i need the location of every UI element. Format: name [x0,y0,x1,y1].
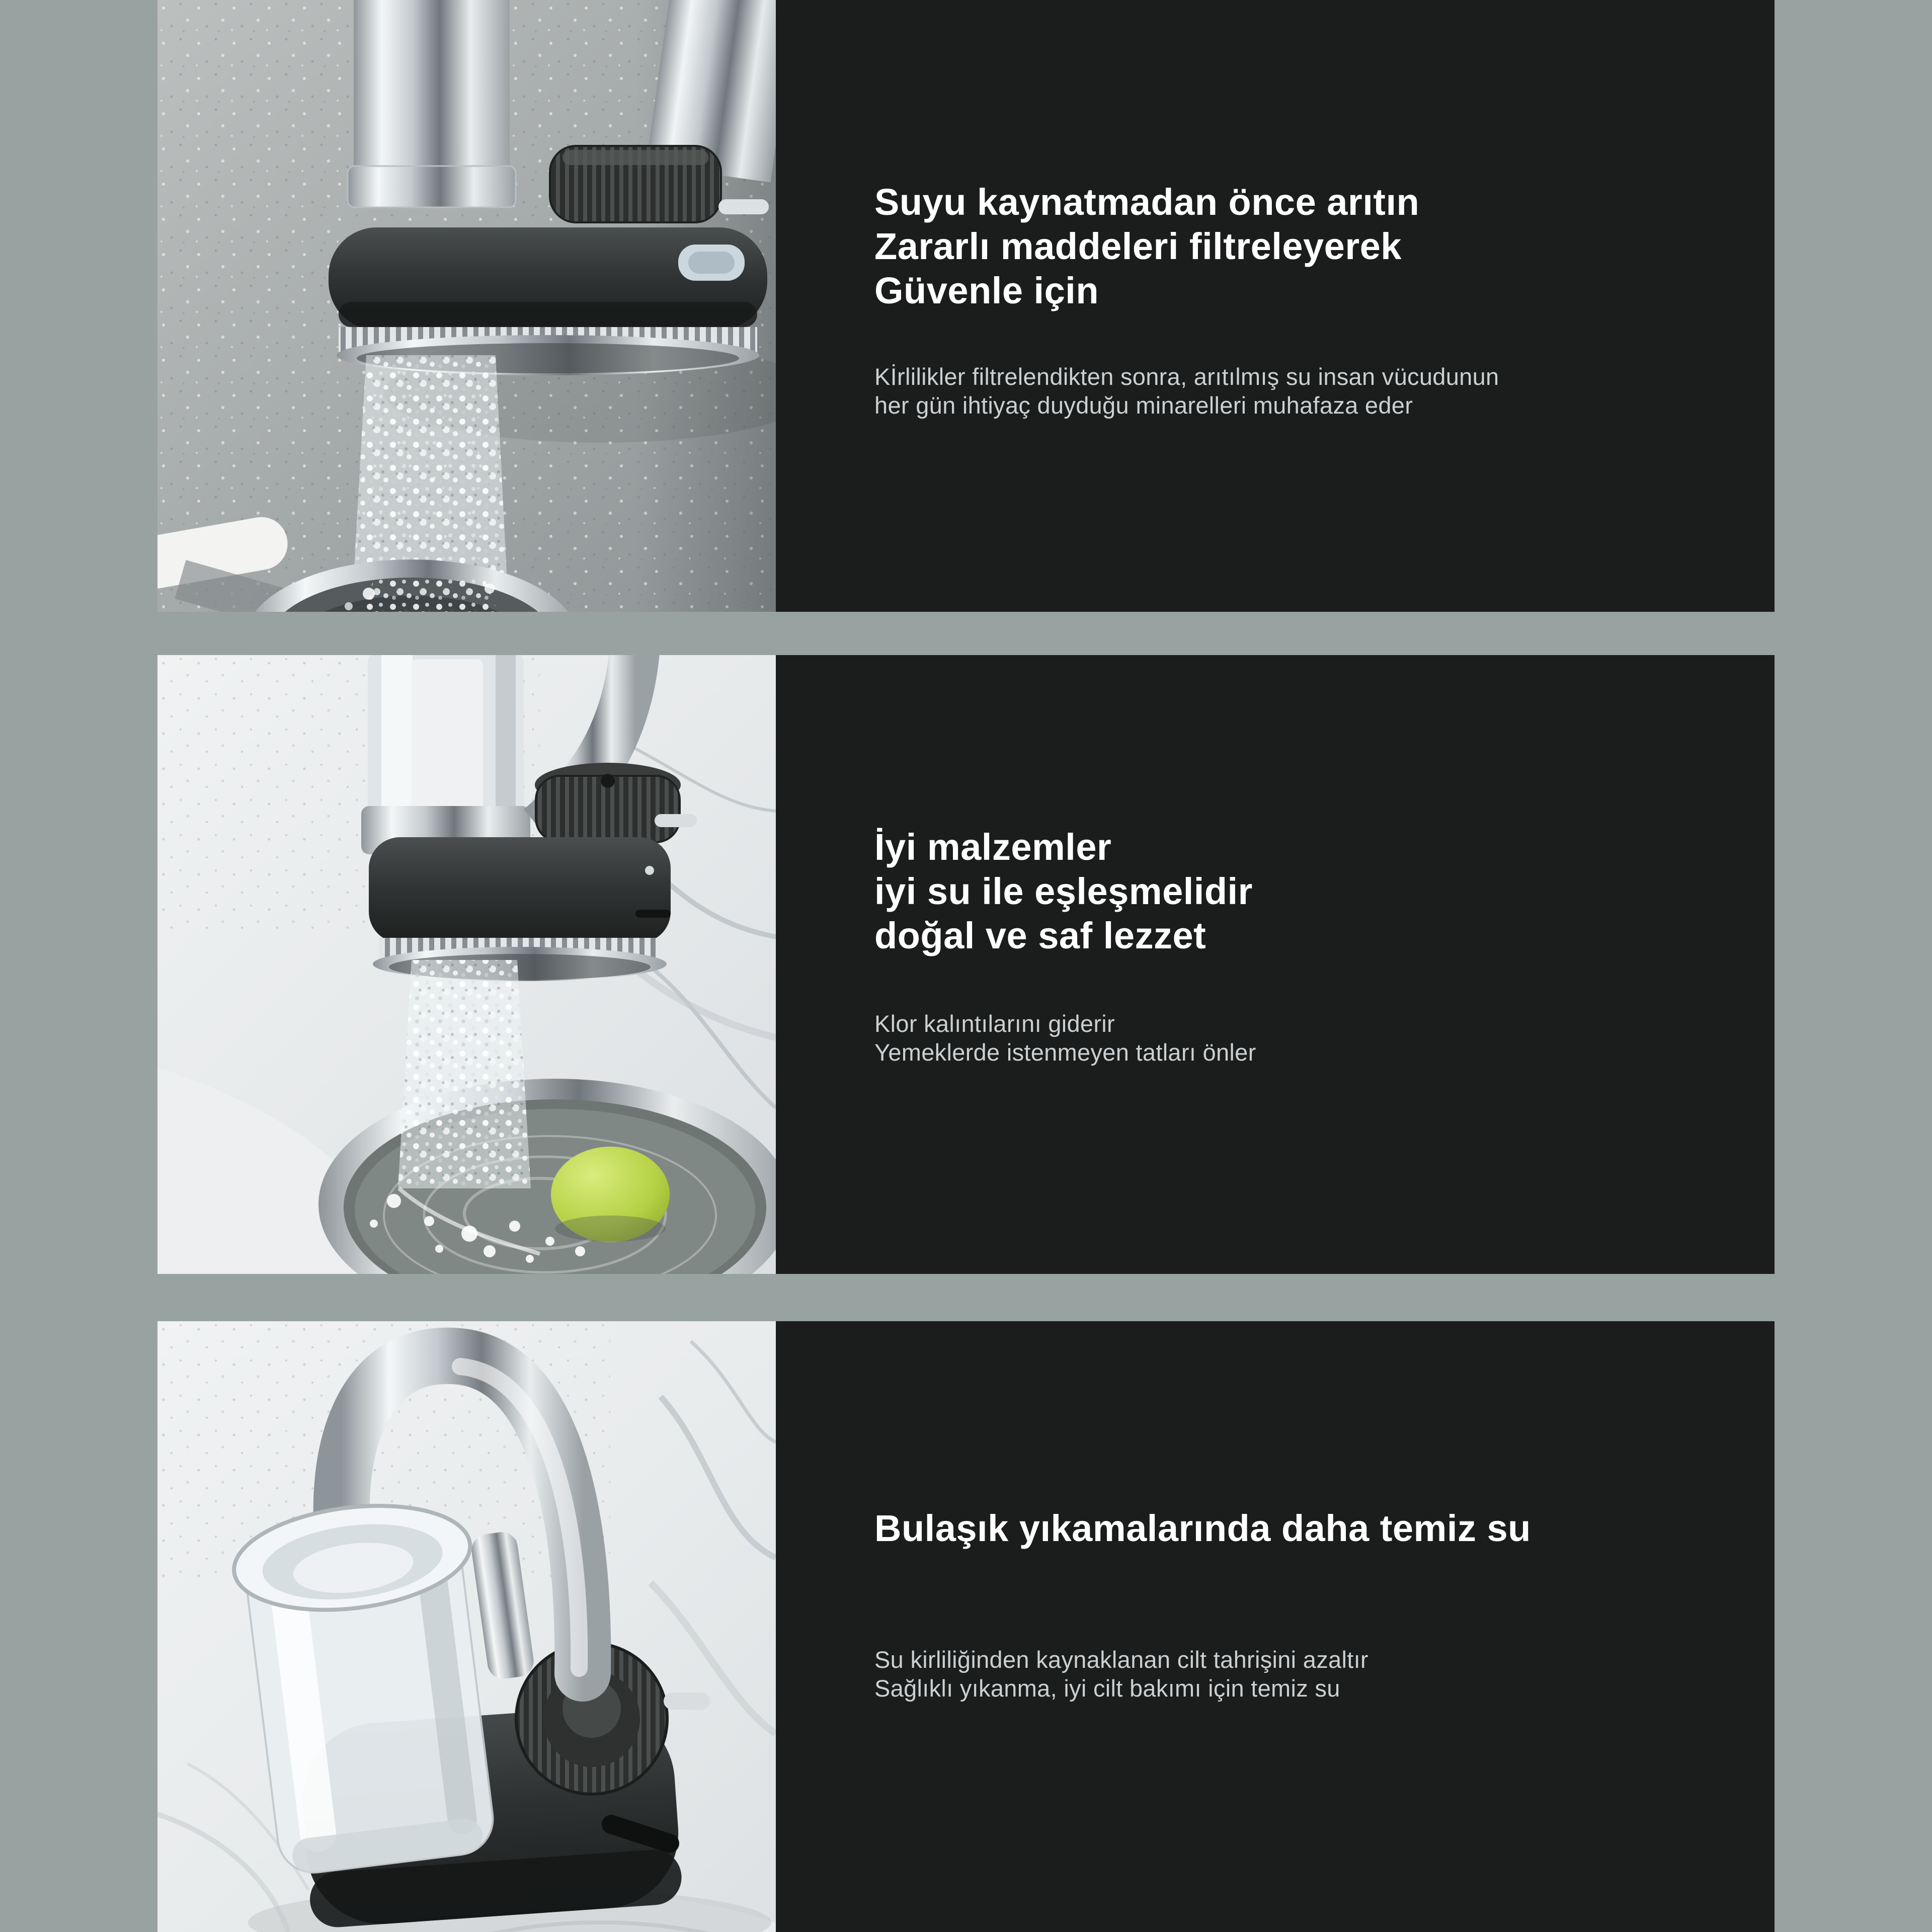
feature-section-2 [157,655,1775,1274]
product-photo-gooseneck-faucet [157,1321,776,1932]
body-line: Su kirliliğinden kaynaklanan cilt tahrişini azaltır [874,1646,1369,1673]
text-panel-2 [776,655,1775,1274]
section-3-heading [874,1321,1775,1551]
body-line: Klor kalıntılarını giderir [874,1010,1115,1037]
text-panel-1 [776,0,1775,612]
text-panel-3 [776,1321,1775,1932]
section-1-heading [874,0,1775,313]
product-photo-faucet-filter-wall [157,0,776,612]
heading-line: Bulaşık yıkamalarında daha temiz su [874,1507,1531,1549]
photo-2-illustration [157,655,776,1274]
photo-1-illustration [157,0,776,612]
feature-section-1 [157,0,1775,612]
body-line: Sağlıklı yıkanma, iyi cilt bakımı için temiz su [874,1675,1340,1702]
section-2-body [874,1009,1775,1067]
heading-line: Güvenle için [874,270,1099,311]
heading-line: doğal ve saf lezzet [874,915,1206,956]
section-1-body [874,362,1775,420]
body-line: her gün ihtiyaç duyduğu minarelleri muhafaza eder [874,392,1413,419]
section-divider [0,612,1932,655]
body-line: Yemeklerde istenmeyen tatları önler [874,1039,1256,1066]
heading-line: Suyu kaynatmadan önce arıtın [874,181,1420,223]
heading-line: İyi malzemler [874,826,1112,868]
feature-section-3 [157,1321,1775,1932]
photo-3-illustration [157,1321,776,1932]
section-3-body [874,1645,1775,1703]
heading-line: Zararlı maddeleri filtreleyerek [874,225,1402,267]
product-photo-faucet-sink-lime [157,655,776,1274]
section-divider [0,1274,1932,1321]
body-line: Kİrlilikler filtrelendikten sonra, arıtılmış su insan vücudunun [874,363,1499,390]
heading-line: iyi su ile eşleşmelidir [874,870,1253,912]
section-2-heading [874,655,1775,958]
